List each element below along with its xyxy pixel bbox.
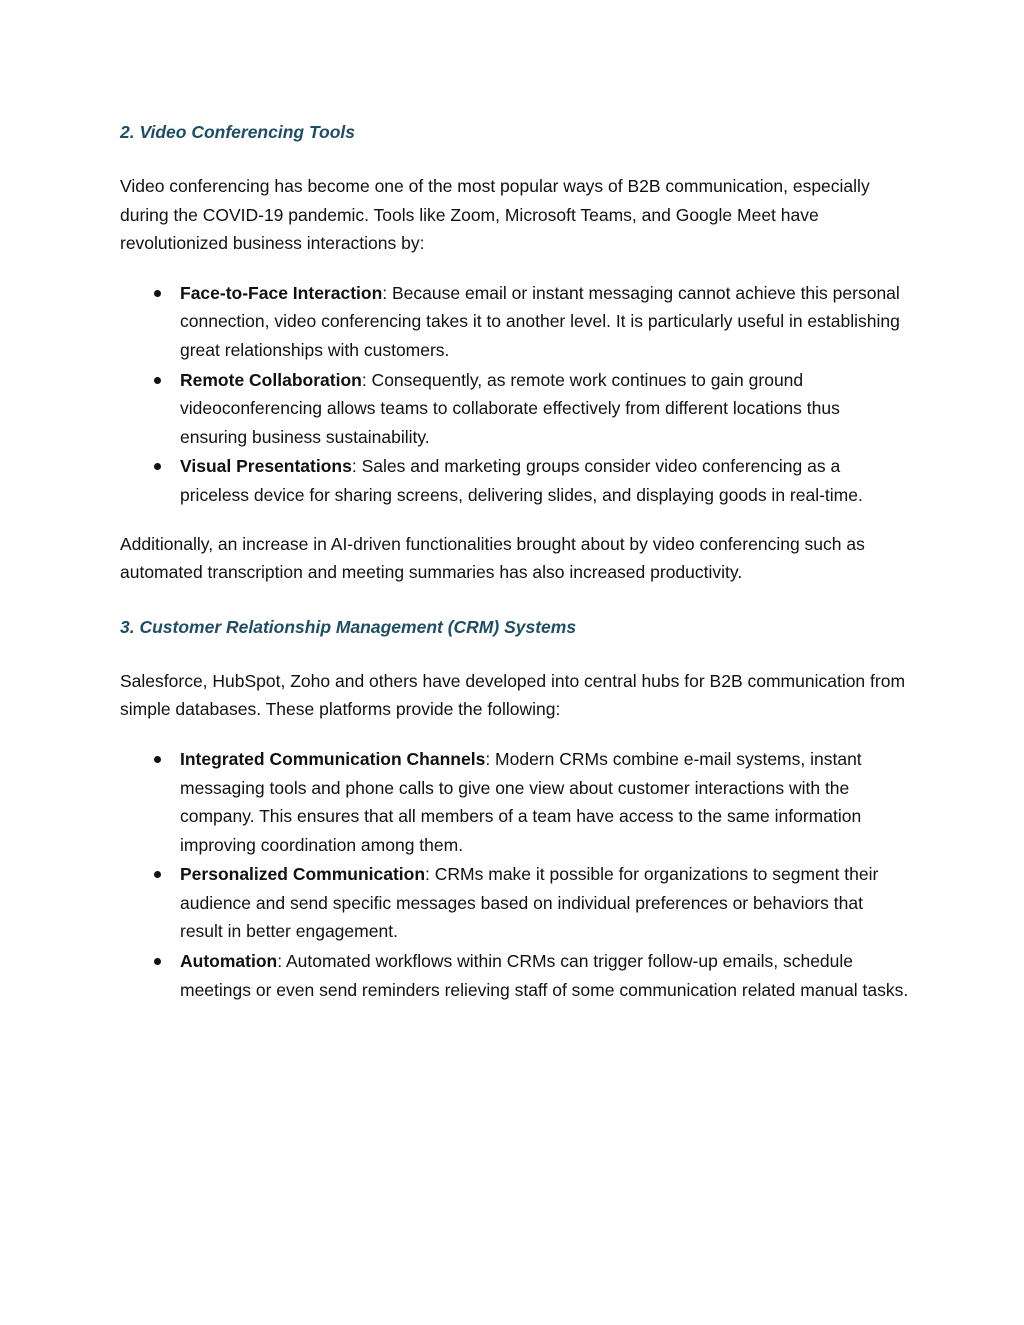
bullet-icon (154, 290, 161, 297)
section-outro-video-conferencing: Additionally, an increase in AI-driven functionalities brought about by video conferencing such as automated transcription and meeting summaries has also increased productivity. (120, 533, 865, 583)
bullet-term: Visual Presentations (180, 456, 352, 477)
bullet-icon (154, 958, 161, 965)
bullet-term: Personalized Communication (180, 864, 426, 885)
bullet-text: : Automated workflows within CRMs can trigger follow-up emails, schedule meetings or even send reminders relieving staff of some communication related manual tasks. (180, 951, 909, 1000)
bullet-term: Integrated Communication Channels (180, 748, 486, 769)
list-item (120, 860, 910, 946)
bullet-text: : Modern CRMs combine e-mail systems, instant messaging tools and phone calls to give one view about customer interactions with the company. This ensures that all members of a team have access to the same information improving coordination among them. (180, 748, 862, 855)
bullet-icon (154, 871, 161, 878)
bullet-list-crm-systems (120, 745, 910, 1004)
bullet-term: Automation (180, 951, 278, 972)
list-item (120, 452, 910, 509)
section-intro-video-conferencing: Video conferencing has become one of the most popular ways of B2B communication, especially during the COVID-19 pandemic. Tools like Zoom, Microsoft Teams, and Google Meet have revolutionized business interactions by: (120, 176, 870, 254)
bullet-text: : Sales and marketing groups consider video conferencing as a priceless device for sharing screens, delivering slides, and displaying goods in real-time. (180, 456, 863, 505)
section-heading-crm-systems: 3. Customer Relationship Management (CRM) Systems (120, 616, 577, 637)
bullet-icon (154, 463, 161, 470)
bullet-text: : Consequently, as remote work continues to gain ground videoconferencing allows teams to collaborate effectively from different locations thus ensuring business sustainability. (180, 369, 840, 447)
bullet-text: : Because email or instant messaging cannot achieve this personal connection, video conferencing takes it to another level. It is particularly useful in establishing great relationships with customers. (180, 282, 900, 360)
list-item (120, 745, 910, 859)
list-item (120, 279, 910, 365)
section-heading-video-conferencing: 2. Video Conferencing Tools (120, 122, 355, 142)
bullet-text: : CRMs make it possible for organizations to segment their audience and send specific messages based on individual preferences or behaviors that result in better engagement. (180, 864, 879, 942)
bullet-term: Face-to-Face Interaction (180, 282, 383, 303)
list-item (120, 947, 910, 1004)
bullet-list-video-conferencing (120, 279, 910, 510)
list-item (120, 366, 910, 452)
bullet-icon (154, 756, 161, 763)
section-intro-crm-systems: Salesforce, HubSpot, Zoho and others have developed into central hubs for B2B communication from simple databases. These platforms provide the following: (120, 670, 906, 720)
document-content (120, 118, 910, 1005)
bullet-term: Remote Collaboration (180, 369, 362, 390)
bullet-icon (154, 377, 161, 384)
